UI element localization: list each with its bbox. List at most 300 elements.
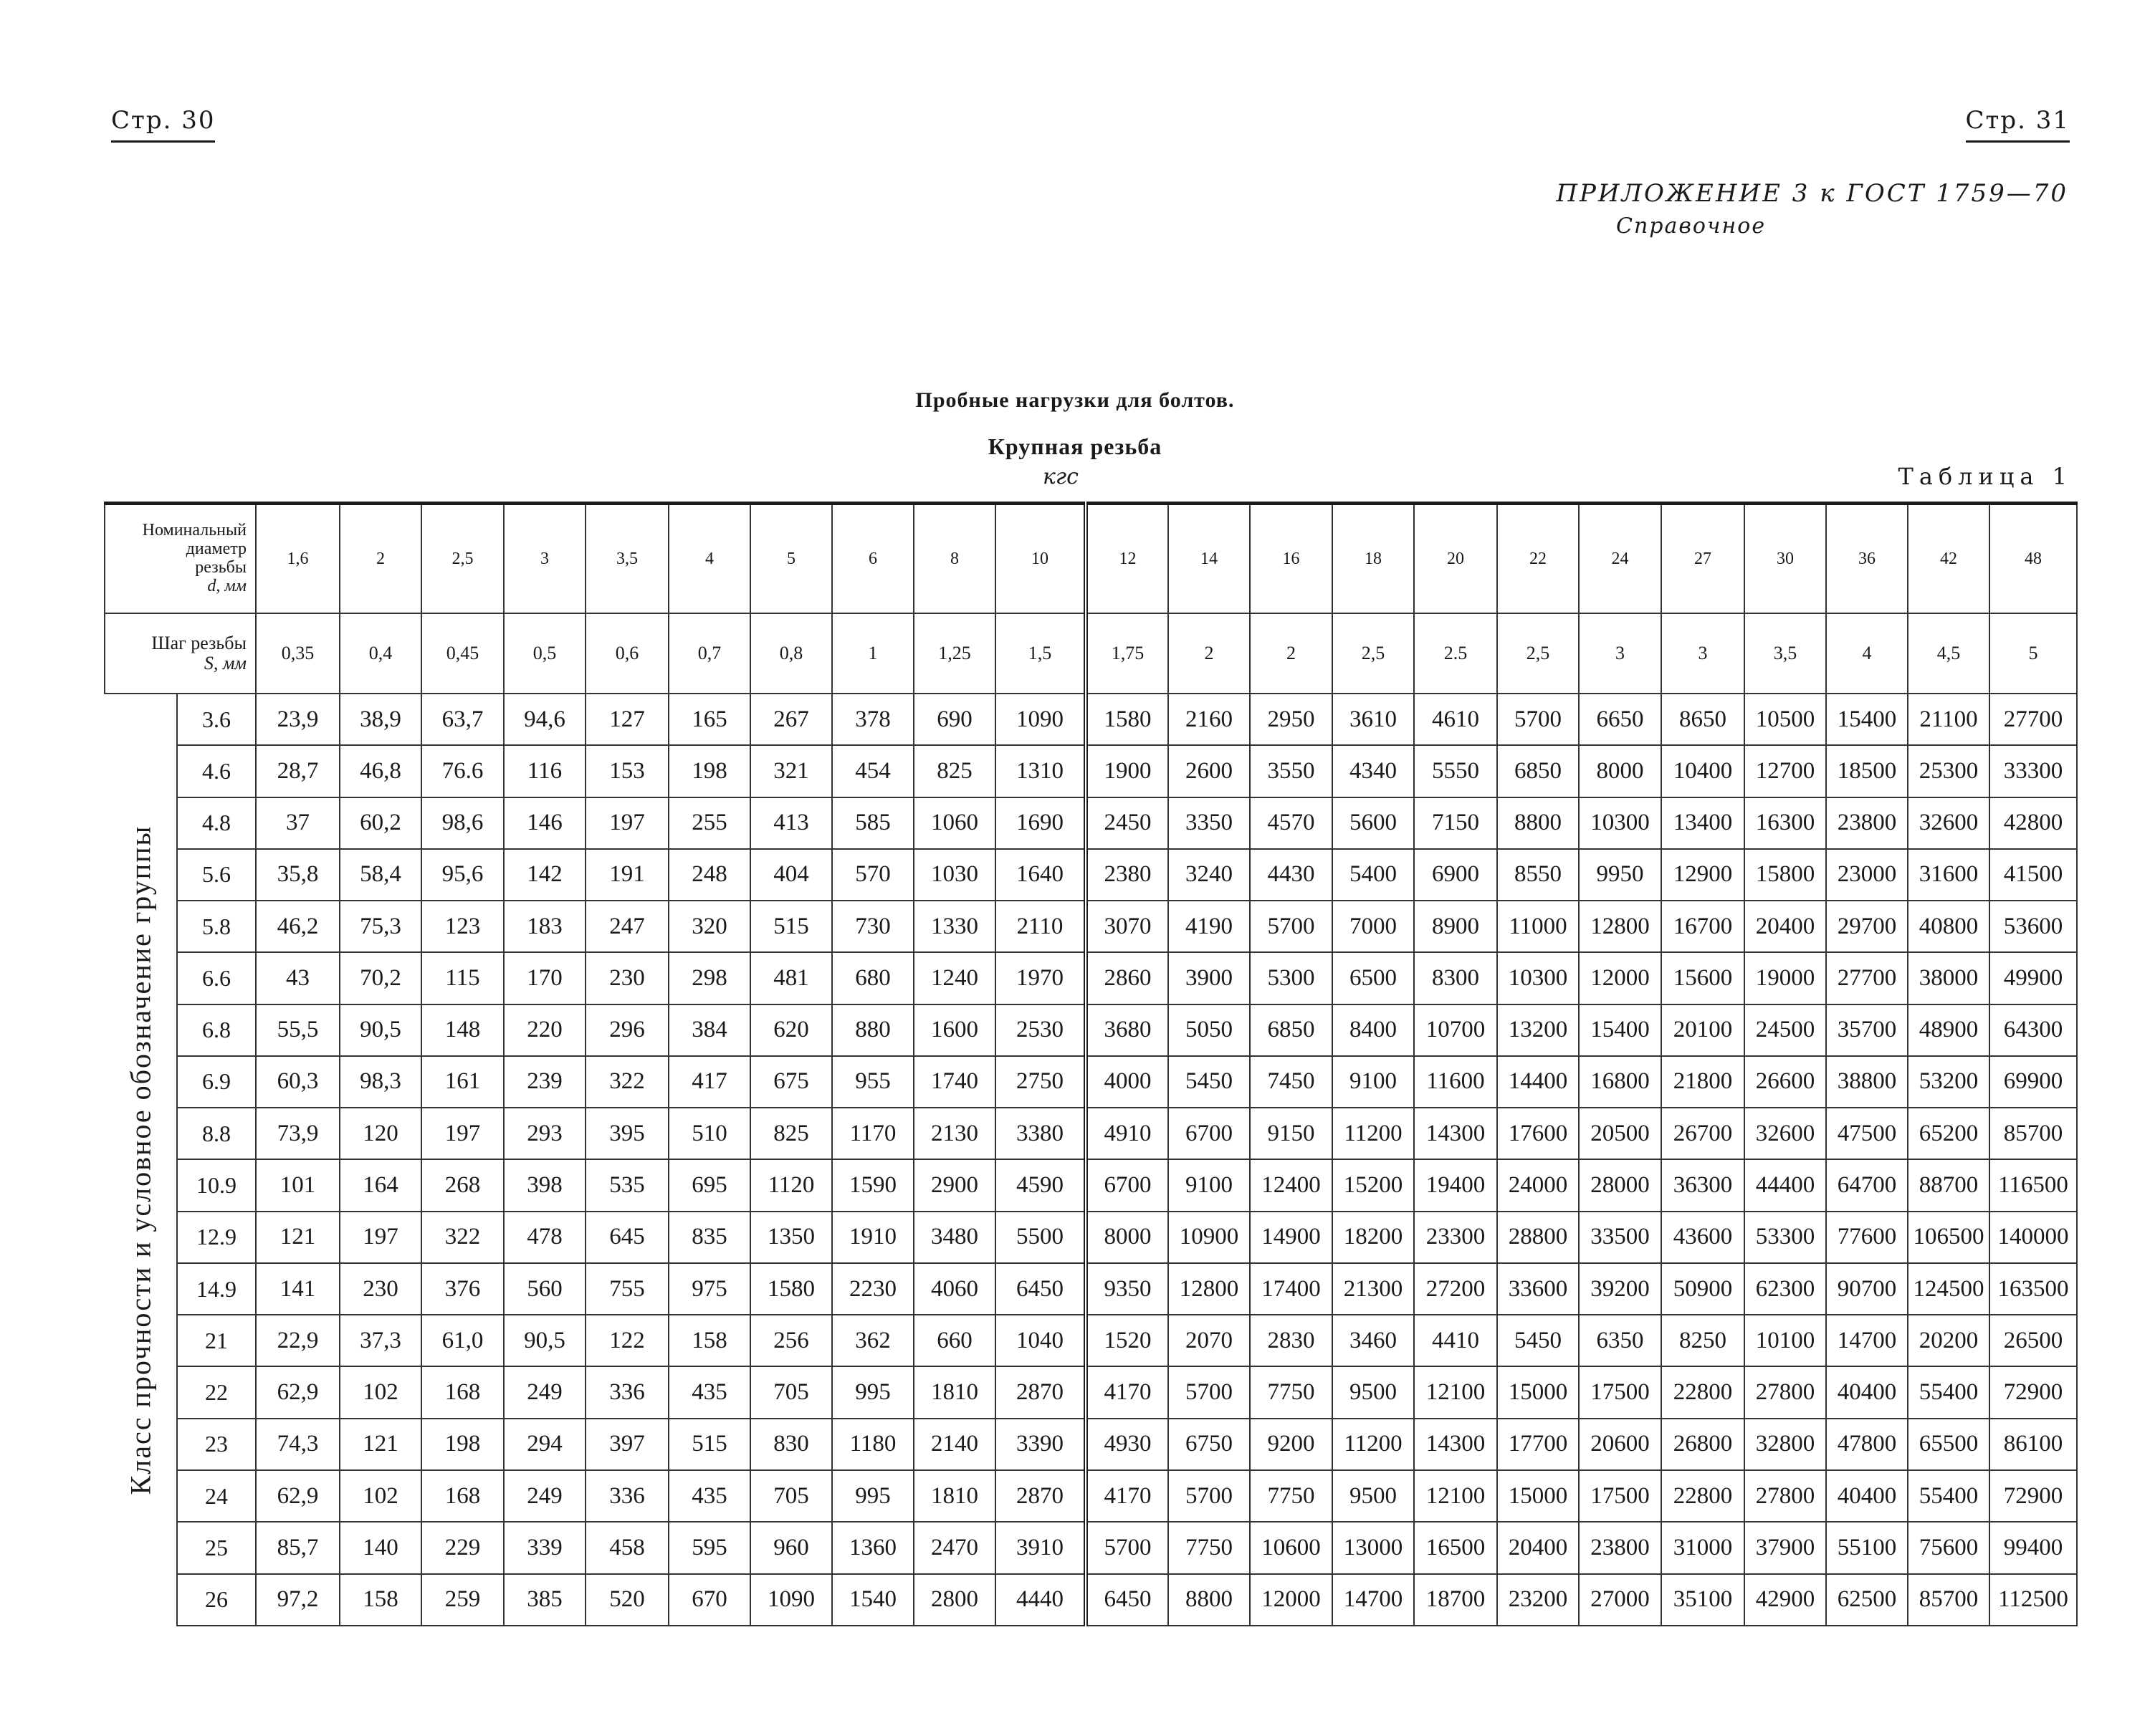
load-value-cell: 6450 <box>995 1263 1086 1315</box>
load-value-cell: 1970 <box>995 952 1086 1004</box>
load-value-cell: 6750 <box>1168 1419 1250 1470</box>
load-value-cell: 99400 <box>1989 1522 2077 1573</box>
load-value-cell: 4590 <box>995 1159 1086 1211</box>
load-value-cell: 6500 <box>1332 952 1414 1004</box>
appendix-reference-note: Справочное <box>1616 214 1767 239</box>
load-value-cell: 7750 <box>1250 1366 1332 1418</box>
strength-class-cell: 6.6 <box>177 952 256 1004</box>
load-value-cell: 11200 <box>1332 1108 1414 1159</box>
load-value-cell: 55400 <box>1908 1366 1989 1418</box>
load-value-cell: 90700 <box>1826 1263 1908 1315</box>
load-value-cell: 62,9 <box>256 1366 340 1418</box>
load-value-cell: 16300 <box>1744 797 1826 849</box>
load-value-cell: 19400 <box>1414 1159 1497 1211</box>
load-value-cell: 5400 <box>1332 849 1414 901</box>
load-value-cell: 458 <box>586 1522 669 1573</box>
diameter-header-row <box>105 504 2077 614</box>
load-value-cell: 55,5 <box>256 1004 340 1056</box>
diameter-cell: 3 <box>504 504 586 614</box>
load-value-cell: 362 <box>832 1315 914 1366</box>
pitch-cell: 3 <box>1579 613 1661 694</box>
pitch-cell: 2,5 <box>1332 613 1414 694</box>
load-value-cell: 6700 <box>1086 1159 1168 1211</box>
load-value-cell: 2530 <box>995 1004 1086 1056</box>
load-value-cell: 39200 <box>1579 1263 1661 1315</box>
load-value-cell: 15400 <box>1826 694 1908 745</box>
load-value-cell: 239 <box>504 1056 586 1108</box>
load-value-cell: 10500 <box>1744 694 1826 745</box>
table-number: Таблица 1 <box>1898 463 2073 490</box>
load-value-cell: 17500 <box>1579 1366 1661 1418</box>
load-value-cell: 86100 <box>1989 1419 2077 1470</box>
load-value-cell: 31600 <box>1908 849 1989 901</box>
load-value-cell: 44400 <box>1744 1159 1826 1211</box>
diameter-header-label <box>105 504 256 614</box>
strength-class-cell: 21 <box>177 1315 256 1366</box>
load-value-cell: 1590 <box>832 1159 914 1211</box>
load-value-cell: 12700 <box>1744 745 1826 797</box>
load-value-cell: 10900 <box>1168 1212 1250 1263</box>
table-row <box>105 1004 2077 1056</box>
load-value-cell: 14900 <box>1250 1212 1332 1263</box>
load-value-cell: 198 <box>669 745 750 797</box>
load-value-cell: 11200 <box>1332 1419 1414 1470</box>
pitch-cell: 0,6 <box>586 613 669 694</box>
load-value-cell: 50900 <box>1661 1263 1744 1315</box>
load-value-cell: 97,2 <box>256 1574 340 1626</box>
load-value-cell: 1810 <box>914 1470 995 1522</box>
load-value-cell: 835 <box>669 1212 750 1263</box>
load-value-cell: 9200 <box>1250 1419 1332 1470</box>
table-row <box>105 1263 2077 1315</box>
load-value-cell: 2140 <box>914 1419 995 1470</box>
load-value-cell: 102 <box>340 1366 421 1418</box>
load-value-cell: 16500 <box>1414 1522 1497 1573</box>
load-value-cell: 15600 <box>1661 952 1744 1004</box>
load-value-cell: 148 <box>421 1004 504 1056</box>
load-value-cell: 23200 <box>1497 1574 1579 1626</box>
pitch-header-label-line: S, мм <box>204 653 247 673</box>
load-value-cell: 1580 <box>1086 694 1168 745</box>
load-value-cell: 296 <box>586 1004 669 1056</box>
load-value-cell: 1690 <box>995 797 1086 849</box>
diameter-cell: 5 <box>750 504 832 614</box>
strength-class-cell: 10.9 <box>177 1159 256 1211</box>
diameter-cell: 1,6 <box>256 504 340 614</box>
table-row <box>105 849 2077 901</box>
load-value-cell: 32800 <box>1744 1419 1826 1470</box>
load-value-cell: 27700 <box>1826 952 1908 1004</box>
load-value-cell: 481 <box>750 952 832 1004</box>
load-value-cell: 102 <box>340 1470 421 1522</box>
load-value-cell: 1910 <box>832 1212 914 1263</box>
load-value-cell: 2830 <box>1250 1315 1332 1366</box>
load-value-cell: 960 <box>750 1522 832 1573</box>
load-value-cell: 165 <box>669 694 750 745</box>
pitch-cell: 1,75 <box>1086 613 1168 694</box>
diameter-cell: 27 <box>1661 504 1744 614</box>
load-value-cell: 2950 <box>1250 694 1332 745</box>
load-value-cell: 161 <box>421 1056 504 1108</box>
load-value-cell: 115 <box>421 952 504 1004</box>
load-value-cell: 12100 <box>1414 1470 1497 1522</box>
load-value-cell: 5300 <box>1250 952 1332 1004</box>
load-value-cell: 168 <box>421 1470 504 1522</box>
load-value-cell: 23800 <box>1826 797 1908 849</box>
load-value-cell: 85700 <box>1908 1574 1989 1626</box>
load-value-cell: 35700 <box>1826 1004 1908 1056</box>
diameter-cell: 10 <box>995 504 1086 614</box>
load-value-cell: 268 <box>421 1159 504 1211</box>
load-value-cell: 72900 <box>1989 1470 2077 1522</box>
load-value-cell: 106500 <box>1908 1212 1989 1263</box>
load-value-cell: 22800 <box>1661 1470 1744 1522</box>
load-value-cell: 9350 <box>1086 1263 1168 1315</box>
load-value-cell: 3380 <box>995 1108 1086 1159</box>
pitch-cell: 3,5 <box>1744 613 1826 694</box>
load-value-cell: 42900 <box>1744 1574 1826 1626</box>
load-value-cell: 85,7 <box>256 1522 340 1573</box>
load-value-cell: 27800 <box>1744 1470 1826 1522</box>
load-value-cell: 9500 <box>1332 1366 1414 1418</box>
load-value-cell: 35100 <box>1661 1574 1744 1626</box>
load-value-cell: 247 <box>586 901 669 952</box>
load-value-cell: 975 <box>669 1263 750 1315</box>
load-value-cell: 21300 <box>1332 1263 1414 1315</box>
load-value-cell: 17700 <box>1497 1419 1579 1470</box>
load-value-cell: 5550 <box>1414 745 1497 797</box>
diameter-cell: 48 <box>1989 504 2077 614</box>
load-value-cell: 94,6 <box>504 694 586 745</box>
load-value-cell: 88700 <box>1908 1159 1989 1211</box>
load-value-cell: 12800 <box>1168 1263 1250 1315</box>
load-value-cell: 120 <box>340 1108 421 1159</box>
table-row <box>105 1470 2077 1522</box>
load-value-cell: 520 <box>586 1574 669 1626</box>
load-value-cell: 4060 <box>914 1263 995 1315</box>
group-label: Класс прочности и условное обозначение группы <box>124 825 157 1495</box>
pitch-cell: 3 <box>1661 613 1744 694</box>
load-value-cell: 12000 <box>1250 1574 1332 1626</box>
diameter-cell: 24 <box>1579 504 1661 614</box>
load-value-cell: 20600 <box>1579 1419 1661 1470</box>
pitch-cell: 5 <box>1989 613 2077 694</box>
load-value-cell: 4610 <box>1414 694 1497 745</box>
load-value-cell: 1740 <box>914 1056 995 1108</box>
load-value-cell: 12400 <box>1250 1159 1332 1211</box>
pitch-cell: 0,8 <box>750 613 832 694</box>
load-value-cell: 43600 <box>1661 1212 1744 1263</box>
diameter-cell: 2 <box>340 504 421 614</box>
load-value-cell: 14700 <box>1826 1315 1908 1366</box>
load-value-cell: 26800 <box>1661 1419 1744 1470</box>
load-value-cell: 127 <box>586 694 669 745</box>
load-value-cell: 8900 <box>1414 901 1497 952</box>
load-value-cell: 478 <box>504 1212 586 1263</box>
load-value-cell: 755 <box>586 1263 669 1315</box>
load-value-cell: 4930 <box>1086 1419 1168 1470</box>
load-value-cell: 65200 <box>1908 1108 1989 1159</box>
load-value-cell: 5700 <box>1168 1366 1250 1418</box>
load-value-cell: 116 <box>504 745 586 797</box>
load-value-cell: 1810 <box>914 1366 995 1418</box>
load-value-cell: 1540 <box>832 1574 914 1626</box>
load-value-cell: 19000 <box>1744 952 1826 1004</box>
load-value-cell: 9100 <box>1168 1159 1250 1211</box>
load-value-cell: 47800 <box>1826 1419 1908 1470</box>
load-value-cell: 10300 <box>1497 952 1579 1004</box>
load-value-cell: 1090 <box>750 1574 832 1626</box>
load-value-cell: 7750 <box>1168 1522 1250 1573</box>
load-value-cell: 18200 <box>1332 1212 1414 1263</box>
load-value-cell: 36300 <box>1661 1159 1744 1211</box>
load-value-cell: 1120 <box>750 1159 832 1211</box>
load-value-cell: 4570 <box>1250 797 1332 849</box>
load-value-cell: 1060 <box>914 797 995 849</box>
load-value-cell: 26600 <box>1744 1056 1826 1108</box>
load-value-cell: 73,9 <box>256 1108 340 1159</box>
load-value-cell: 259 <box>421 1574 504 1626</box>
load-value-cell: 17600 <box>1497 1108 1579 1159</box>
load-value-cell: 10600 <box>1250 1522 1332 1573</box>
diameter-cell: 42 <box>1908 504 1989 614</box>
load-value-cell: 7150 <box>1414 797 1497 849</box>
load-value-cell: 32600 <box>1744 1108 1826 1159</box>
load-value-cell: 11600 <box>1414 1056 1497 1108</box>
load-value-cell: 27700 <box>1989 694 2077 745</box>
load-value-cell: 3900 <box>1168 952 1250 1004</box>
diameter-cell: 22 <box>1497 504 1579 614</box>
load-value-cell: 2800 <box>914 1574 995 1626</box>
load-value-cell: 28000 <box>1579 1159 1661 1211</box>
load-value-cell: 680 <box>832 952 914 1004</box>
load-value-cell: 12800 <box>1579 901 1661 952</box>
load-value-cell: 33300 <box>1989 745 2077 797</box>
strength-class-cell: 26 <box>177 1574 256 1626</box>
load-value-cell: 64700 <box>1826 1159 1908 1211</box>
load-value-cell: 267 <box>750 694 832 745</box>
load-value-cell: 5500 <box>995 1212 1086 1263</box>
load-value-cell: 164 <box>340 1159 421 1211</box>
load-value-cell: 3240 <box>1168 849 1250 901</box>
load-value-cell: 49900 <box>1989 952 2077 1004</box>
pitch-cell: 0,4 <box>340 613 421 694</box>
load-value-cell: 5450 <box>1168 1056 1250 1108</box>
load-value-cell: 53200 <box>1908 1056 1989 1108</box>
load-value-cell: 28800 <box>1497 1212 1579 1263</box>
load-value-cell: 37 <box>256 797 340 849</box>
load-value-cell: 55400 <box>1908 1470 1989 1522</box>
load-value-cell: 158 <box>669 1315 750 1366</box>
load-value-cell: 570 <box>832 849 914 901</box>
strength-class-cell: 23 <box>177 1419 256 1470</box>
load-value-cell: 2450 <box>1086 797 1168 849</box>
load-value-cell: 8000 <box>1086 1212 1168 1263</box>
load-value-cell: 90,5 <box>340 1004 421 1056</box>
load-value-cell: 249 <box>504 1366 586 1418</box>
page-number-right: Стр. 31 <box>1966 106 2070 143</box>
load-value-cell: 13400 <box>1661 797 1744 849</box>
load-value-cell: 62500 <box>1826 1574 1908 1626</box>
load-value-cell: 122 <box>586 1315 669 1366</box>
load-value-cell: 6850 <box>1497 745 1579 797</box>
load-value-cell: 398 <box>504 1159 586 1211</box>
proof-load-table <box>104 502 2078 1626</box>
load-value-cell: 9100 <box>1332 1056 1414 1108</box>
load-value-cell: 298 <box>669 952 750 1004</box>
load-value-cell: 384 <box>669 1004 750 1056</box>
load-value-cell: 5700 <box>1250 901 1332 952</box>
load-value-cell: 28,7 <box>256 745 340 797</box>
load-value-cell: 23300 <box>1414 1212 1497 1263</box>
table-row <box>105 1159 2077 1211</box>
strength-class-cell: 8.8 <box>177 1108 256 1159</box>
load-value-cell: 690 <box>914 694 995 745</box>
load-value-cell: 75600 <box>1908 1522 1989 1573</box>
load-value-cell: 397 <box>586 1419 669 1470</box>
load-value-cell: 46,8 <box>340 745 421 797</box>
load-value-cell: 25300 <box>1908 745 1989 797</box>
strength-class-cell: 12.9 <box>177 1212 256 1263</box>
load-value-cell: 33600 <box>1497 1263 1579 1315</box>
diameter-cell: 2,5 <box>421 504 504 614</box>
load-value-cell: 7450 <box>1250 1056 1332 1108</box>
diameter-cell: 12 <box>1086 504 1168 614</box>
load-value-cell: 61,0 <box>421 1315 504 1366</box>
load-value-cell: 585 <box>832 797 914 849</box>
strength-class-cell: 14.9 <box>177 1263 256 1315</box>
load-value-cell: 336 <box>586 1366 669 1418</box>
load-value-cell: 116500 <box>1989 1159 2077 1211</box>
load-value-cell: 40400 <box>1826 1366 1908 1418</box>
strength-class-cell: 6.9 <box>177 1056 256 1108</box>
load-value-cell: 43 <box>256 952 340 1004</box>
load-value-cell: 168 <box>421 1366 504 1418</box>
load-value-cell: 75,3 <box>340 901 421 952</box>
load-value-cell: 510 <box>669 1108 750 1159</box>
load-value-cell: 9500 <box>1332 1470 1414 1522</box>
load-value-cell: 37900 <box>1744 1522 1826 1573</box>
load-value-cell: 60,3 <box>256 1056 340 1108</box>
load-value-cell: 3910 <box>995 1522 1086 1573</box>
load-value-cell: 1310 <box>995 745 1086 797</box>
load-value-cell: 3680 <box>1086 1004 1168 1056</box>
table-row <box>105 1212 2077 1263</box>
load-value-cell: 2070 <box>1168 1315 1250 1366</box>
load-value-cell: 20400 <box>1497 1522 1579 1573</box>
load-value-cell: 413 <box>750 797 832 849</box>
load-value-cell: 645 <box>586 1212 669 1263</box>
strength-class-cell: 5.8 <box>177 901 256 952</box>
load-value-cell: 322 <box>421 1212 504 1263</box>
load-value-cell: 197 <box>586 797 669 849</box>
load-value-cell: 15400 <box>1579 1004 1661 1056</box>
load-value-cell: 31000 <box>1661 1522 1744 1573</box>
load-value-cell: 220 <box>504 1004 586 1056</box>
load-value-cell: 12900 <box>1661 849 1744 901</box>
load-value-cell: 40800 <box>1908 901 1989 952</box>
strength-class-cell: 4.6 <box>177 745 256 797</box>
load-value-cell: 249 <box>504 1470 586 1522</box>
load-value-cell: 4000 <box>1086 1056 1168 1108</box>
load-value-cell: 256 <box>750 1315 832 1366</box>
load-value-cell: 95,6 <box>421 849 504 901</box>
table-row <box>105 952 2077 1004</box>
load-value-cell: 1580 <box>750 1263 832 1315</box>
load-value-cell: 60,2 <box>340 797 421 849</box>
table-row <box>105 1315 2077 1366</box>
load-value-cell: 1640 <box>995 849 1086 901</box>
load-value-cell: 55100 <box>1826 1522 1908 1573</box>
load-value-cell: 62300 <box>1744 1263 1826 1315</box>
strength-class-cell: 25 <box>177 1522 256 1573</box>
load-value-cell: 38000 <box>1908 952 1989 1004</box>
load-value-cell: 77600 <box>1826 1212 1908 1263</box>
table-subtitle: Крупная резьба <box>988 433 1162 459</box>
load-value-cell: 595 <box>669 1522 750 1573</box>
load-value-cell: 4340 <box>1332 745 1414 797</box>
load-value-cell: 32600 <box>1908 797 1989 849</box>
load-value-cell: 2600 <box>1168 745 1250 797</box>
pitch-cell: 0,5 <box>504 613 586 694</box>
load-value-cell: 26700 <box>1661 1108 1744 1159</box>
pitch-cell: 1 <box>832 613 914 694</box>
strength-class-cell: 24 <box>177 1470 256 1522</box>
load-value-cell: 17500 <box>1579 1470 1661 1522</box>
load-value-cell: 670 <box>669 1574 750 1626</box>
load-value-cell: 14400 <box>1497 1056 1579 1108</box>
diameter-cell: 6 <box>832 504 914 614</box>
diameter-header-label-line: d, мм <box>207 576 247 595</box>
load-value-cell: 560 <box>504 1263 586 1315</box>
table-row <box>105 1419 2077 1470</box>
load-value-cell: 63,7 <box>421 694 504 745</box>
load-value-cell: 76.6 <box>421 745 504 797</box>
group-label-cell <box>105 694 177 1626</box>
load-value-cell: 515 <box>750 901 832 952</box>
load-value-cell: 85700 <box>1989 1108 2077 1159</box>
load-value-cell: 64300 <box>1989 1004 2077 1056</box>
load-value-cell: 417 <box>669 1056 750 1108</box>
pitch-cell: 2 <box>1168 613 1250 694</box>
load-value-cell: 6900 <box>1414 849 1497 901</box>
load-value-cell: 15000 <box>1497 1366 1579 1418</box>
load-value-cell: 15800 <box>1744 849 1826 901</box>
pitch-cell: 1,25 <box>914 613 995 694</box>
load-value-cell: 23,9 <box>256 694 340 745</box>
load-value-cell: 5700 <box>1086 1522 1168 1573</box>
load-value-cell: 5600 <box>1332 797 1414 849</box>
load-value-cell: 24000 <box>1497 1159 1579 1211</box>
load-value-cell: 26500 <box>1989 1315 2077 1366</box>
load-value-cell: 454 <box>832 745 914 797</box>
table-row <box>105 1056 2077 1108</box>
load-value-cell: 27000 <box>1579 1574 1661 1626</box>
load-value-cell: 395 <box>586 1108 669 1159</box>
load-value-cell: 6650 <box>1579 694 1661 745</box>
pitch-header-label <box>105 613 256 694</box>
pitch-cell: 4 <box>1826 613 1908 694</box>
load-value-cell: 1030 <box>914 849 995 901</box>
load-value-cell: 35,8 <box>256 849 340 901</box>
load-value-cell: 3550 <box>1250 745 1332 797</box>
load-value-cell: 8800 <box>1168 1574 1250 1626</box>
load-value-cell: 3610 <box>1332 694 1414 745</box>
load-value-cell: 2870 <box>995 1366 1086 1418</box>
load-value-cell: 140 <box>340 1522 421 1573</box>
load-value-cell: 20100 <box>1661 1004 1744 1056</box>
load-value-cell: 515 <box>669 1419 750 1470</box>
